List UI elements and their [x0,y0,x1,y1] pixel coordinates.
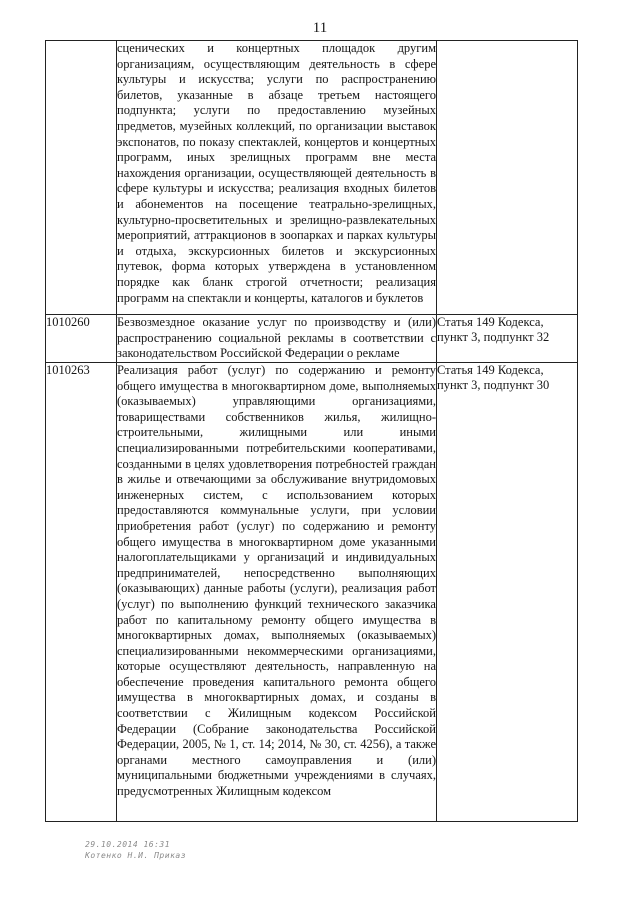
table-row [46,363,578,822]
code-cell: 1010263 [46,363,117,822]
description-cell: Безвозмездное оказание услуг по производству и (или) распространению социальной рекламы в соответствии с законодательством Российской Федерации о рекламе [117,315,437,363]
table-row [46,315,578,363]
print-timestamp: 29.10.2014 16:31 [85,840,171,849]
description-cell: Реализация работ (услуг) по содержанию и ремонту общего имущества в многоквартирном доме, выполняемых (оказываемых) управляющими организациями, товариществами собственников жилья, жилищно-строительными, жилищными или иными специализированными потребительскими кооперативами, созданными в целях удовлетворения потребностей граждан в жилье и отвечающими за обслуживание внутридомовых инженерных систем, с использованием которых предоставляются коммунальные услуги, при условии приобретения работ (услуг) по содержанию и ремонту общего имущества в многоквартирном доме указанными налогоплательщиками у организаций и индивидуальных предпринимателей, непосредственно выполняющих (оказывающих) данные работы (услуги), реализация работ (услуг) по выполнению функций технического заказчика работ по капитальному ремонту общего имущества в многоквартирных домах, выполняемых (оказываемых) специализированными некоммерческими организациями, которые осуществляют деятельность, направленную на обеспечение проведения капитального ремонта общего имущества в многоквартирных домах, и созданы в соответствии с Жилищным кодексом Российской Федерации (Собрание законодательства Российской Федерации, 2005, № 1, ст. 14; 2014, № 30, ст. 4256), а также органами местного самоуправления и (или) муниципальными бюджетными учреждениями в случаях, предусмотренных Жилищным кодексом [117,363,437,822]
code-cell: 1010260 [46,315,117,363]
reference-cell: Статья 149 Кодекса, пункт 3, подпункт 30 [437,363,578,822]
print-author: Котенко Н.И. Приказ [85,851,187,860]
reference-cell [437,41,578,315]
page-number: 11 [312,20,328,36]
description-cell: сценических и концертных площадок другим организациям, осуществляющим деятельность в сфере культуры и искусства; услуги по распространению билетов, указанные в абзаце третьем настоящего подпункта; услуги по предоставлению музейных предметов, музейных коллекций, по организации выставок экспонатов, по показу спектаклей, концертов и концертных программ, иных зрелищных программ вне места нахождения организации, осуществляющей деятельность в сфере культуры и искусства; реализация входных билетов и абонементов на посещение театрально-зрелищных, культурно-просветительных и зрелищно-развлекательных мероприятий, аттракционов в зоопарках и парках культуры и отдыха, экскурсионных билетов и экскурсионных путевок, форма которых утверждена в установленном порядке как бланк строгой отчетности; реализация программ на спектакли и концерты, каталогов и буклетов [117,41,437,315]
code-cell [46,41,117,315]
reference-cell: Статья 149 Кодекса, пункт 3, подпункт 32 [437,315,578,363]
table-row [46,41,578,315]
tax-codes-table [45,40,578,822]
